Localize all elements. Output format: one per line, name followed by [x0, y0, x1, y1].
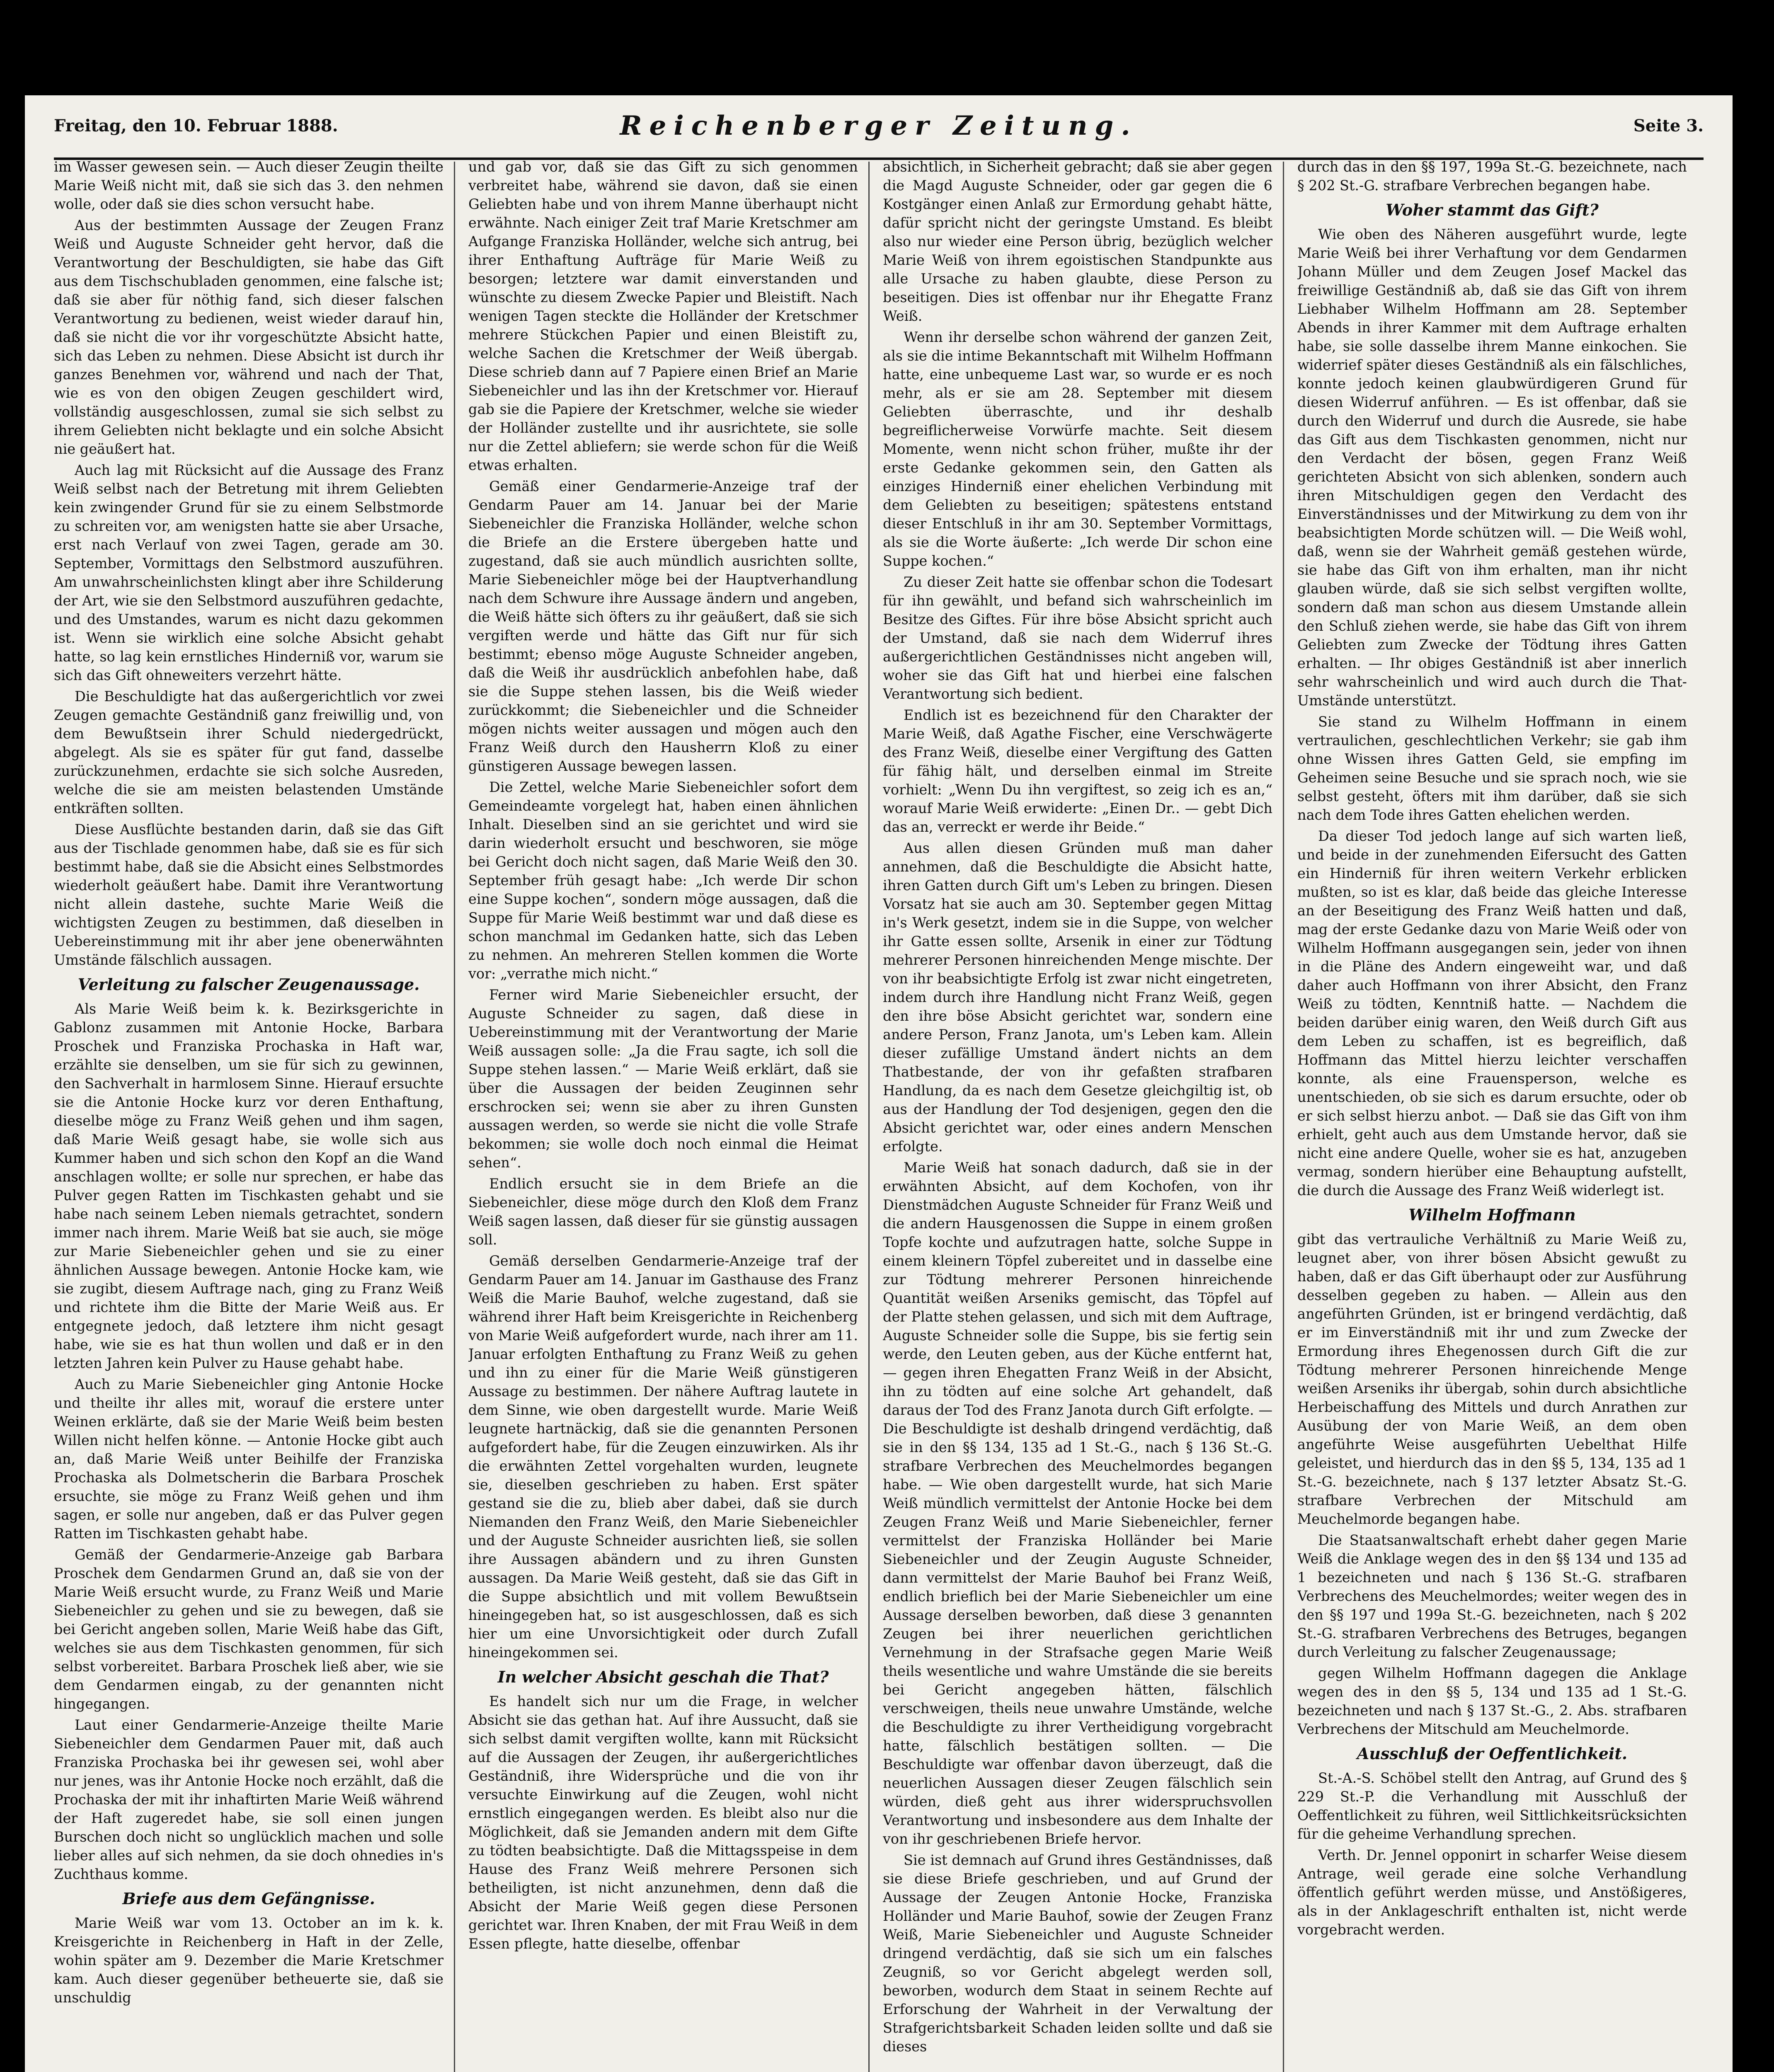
- newspaper-title: Reichenberger Zeitung.: [620, 110, 1138, 141]
- paragraph: Marie Weiß war vom 13. October an im k. k. Kreisgerichte in Reichenberg in Haft in der Zelle, wohin später am 9. Dezember die Marie Kretschmer kam. Auch dieser gegenüber betheuerte sie, daß sie unschuldig: [54, 1915, 444, 2006]
- paragraph: Die Zettel, welche Marie Siebeneichler sofort dem Gemeindeamte vorgelegt hat, haben einen ähnlichen Inhalt. Dieselben sind an sie gerichtet und wird sie darin wiederholt ersucht und beschworen, sie möge bei Gericht doch nicht sagen, daß Marie Weiß den 30. September früh gesagt habe: „Ich werde Dir schon eine Suppe kochen“, sondern möge aussagen, daß die Suppe für Marie Weiß bestimmt war und daß diese es schon manchmal im Gedanken hatte, sich das Leben zu nehmen. An mehreren Stellen kommen die Worte vor: „verrathe mich nicht.“: [468, 779, 858, 982]
- paragraph: Da dieser Tod jedoch lange auf sich warten ließ, und beide in der zunehmenden Eifersucht des Gatten ein Hinderniß für ihren weitern Verkehr erblicken mußten, so ist es klar, daß beide das gleiche Interesse an der Beseitigung des Franz Weiß hatten und daß, mag der erste Gedanke dazu von Marie Weiß oder von Wilhelm Hoffmann ausgegangen sein, jeder von ihnen in die Pläne des Andern eingeweiht war, und daß daher auch Hoffmann von ihrer Absicht, den Franz Weiß zu tödten, Kenntniß hatte. — Nachdem die beiden darüber einig waren, den Weiß durch Gift aus dem Leben zu schaffen, ist es begreiflich, daß Hoffmann das Mittel hierzu leichter verschaffen konnte, als eine Frauensperson, welche es unentschieden, ob sie sich es darum ersuchte, oder ob er sich selbst hierzu anbot. — Daß sie das Gift von ihm erhielt, geht auch aus dem Umstande hervor, daß sie nicht eine andere Quelle, woher sie es hat, anzugeben vermag, sondern hierüber eine Behauptung aufstellt, die durch die Aussage des Franz Weiß widerlegt ist.: [1297, 828, 1687, 1198]
- paragraph: Diese Ausflüchte bestanden darin, daß sie das Gift aus der Tischlade genommen habe, daß sie es für sich bestimmt habe, daß sie die Absicht eines Selbstmordes wiederholt geäußert habe. Damit ihre Verantwortung nicht allein dastehe, suchte Marie Weiß die wichtigsten Zeugen zu bestimmen, daß dieselben in Uebereinstimmung mit ihr aber jene obenerwähnten Umstände fälschlich aussagen.: [54, 821, 444, 968]
- header-date: Freitag, den 10. Februar 1888.: [54, 116, 338, 136]
- text-column-4: [1297, 157, 1687, 2072]
- column-rule: [454, 162, 455, 2072]
- paragraph: Als Marie Weiß beim k. k. Bezirksgerichte in Gablonz zusammen mit Antonie Hocke, Barbara Proschek und Franziska Prochaska in Haft war, erzählte sie denselben, um sie für sich zu gewinnen, den Sachverhalt in harmlosem Sinne. Hierauf ersuchte sie die Antonie Hocke kurz vor deren Enthaftung, dieselbe möge zu Franz Weiß gehen und ihm sagen, daß Marie Weiß gesagt habe, sie wolle sich aus Kummer haben und sich schon den Kopf an die Wand anschlagen wollte; er solle nur sprechen, er habe das Pulver gegen Ratten im Tischkasten gehabt und sie habe nach seinem Leben niemals getrachtet, sondern immer nach ihrem. Marie Weiß bat sie auch, sie möge zur Marie Siebeneichler gehen und sie zu einer ähnlichen Aussage bewegen. Antonie Hocke kam, wie sie zugibt, diesem Auftrage nach, ging zu Franz Weiß und richtete ihm die Bitte der Marie Weiß aus. Er entgegnete jedoch, daß letztere ihm nicht gesagt habe, wie sie es hat thun wollen und daß er in den letzten Jahren kein Pulver zu Hause gehabt habe.: [54, 1001, 444, 1371]
- paragraph: gibt das vertrauliche Verhältniß zu Marie Weiß zu, leugnet aber, von ihrer bösen Absicht gewußt zu haben, daß er das Gift überhaupt oder zur Ausführung desselben gegeben zu haben. — Allein aus den angeführten Gründen, ist er bringend verdächtig, daß er im Einverständniß mit ihr und zum Zwecke der Ermordung ihres Ehegenossen durch Gift die zur Tödtung mehrerer Personen hinreichende Menge weißen Arseniks ihr übergab, sohin durch absichtliche Herbeischaffung des Mittels und durch Anrathen zur Ausübung der von Marie Weiß, an dem oben angeführte Weise ausgeführten Uebelthat Hilfe geleistet, und hierdurch das in den §§ 5, 134, 135 ad 1 St.-G. bezeichnete, nach § 137 letzter Absatz St.-G. strafbare Verbrechen der Mitschuld am Meuchelmorde begangen habe.: [1297, 1231, 1687, 1527]
- paragraph: Wenn ihr derselbe schon während der ganzen Zeit, als sie die intime Bekanntschaft mit Wilhelm Hoffmann hatte, eine unbequeme Last war, so wurde er es noch mehr, als er sie am 28. September mit diesem Geliebten überraschte, und ihr deshalb begreiflicherweise Vorwürfe machte. Seit diesem Momente, wenn nicht schon früher, mußte ihr der erste Gedanke gekommen sein, den Gatten als einziges Hinderniß einer ehelichen Verbindung mit dem Geliebten zu beseitigen; spätestens entstand dieser Entschluß in ihr am 30. September Vormittags, als sie die Worte äußerte: „Ich werde Dir schon eine Suppe kochen.“: [883, 329, 1272, 569]
- section-heading: Ausschluß der Oeffentlichkeit.: [1357, 1744, 1628, 1763]
- text-column-3: [883, 157, 1272, 2072]
- paragraph: Sie ist demnach auf Grund ihres Geständnisses, daß sie diese Briefe geschrieben, und auf Grund der Aussage der Zeugen Antonie Hocke, Franziska Holländer und Marie Bauhof, sowie der Zeugen Franz Weiß, Marie Siebeneichler und Auguste Schneider dringend verdächtig, daß sie sich um ein falsches Zeugniß, so vor Gericht abgelegt werden soll, beworben, wodurch dem Staat in seinem Rechte auf Erforschung der Wahrheit in der Verwaltung der Strafgerichtsbarkeit Schaden leiden sollte und daß sie dieses: [883, 1852, 1272, 2055]
- page-header: [54, 108, 1704, 160]
- paragraph: St.-A.-S. Schöbel stellt den Antrag, auf Grund des § 229 St.-P. die Verhandlung mit Ausschluß der Oeffentlichkeit zu führen, weil Sittlichkeitsrücksichten für die geheime Verhandlung sprechen.: [1297, 1770, 1687, 1842]
- paragraph: Zu dieser Zeit hatte sie offenbar schon die Todesart für ihn gewählt, und befand sich wahrscheinlich im Besitze des Giftes. Für ihre böse Absicht spricht auch der Umstand, daß sie nach dem Widerruf ihres außergerichtlichen Geständnisses nicht angeben will, woher sie das Gift hat und hierbei eine falschen Verantwortung sich bedient.: [883, 574, 1272, 702]
- paragraph: Die Staatsanwaltschaft erhebt daher gegen Marie Weiß die Anklage wegen des in den §§ 134 und 135 ad 1 bezeichneten und nach § 136 St.-G. strafbaren Verbrechens des Meuchelmordes; weiter wegen des in den §§ 197 und 199a St.-G. bezeichneten, nach § 202 St.-G. strafbaren Verbrechens des Betruges, begangen durch Verleitung zu falscher Zeugenaussage;: [1297, 1532, 1687, 1660]
- paragraph: durch das in den §§ 197, 199a St.-G. bezeichnete, nach § 202 St.-G. strafbare Verbrechen begangen habe.: [1297, 159, 1687, 194]
- paragraph: und gab vor, daß sie das Gift zu sich genommen verbreitet habe, während sie davon, daß sie einen Geliebten habe und von ihrem Manne überhaupt nicht erwähnte. Nach einiger Zeit traf Marie Kretschmer am Aufgange Franziska Holländer, welche sich antrug, bei ihrer Enthaftung Aufträge für Marie Weiß zu besorgen; letztere war damit einverstanden und wünschte zu diesem Zwecke Papier und Bleistift. Nach wenigen Tagen steckte die Holländer der Kretschmer mehrere Stückchen Papier und einen Bleistift zu, welche Sachen die Kretschmer der Weiß übergab. Diese schrieb dann auf 7 Papiere einen Brief an Marie Siebeneichler und las ihn der Kretschmer vor. Hierauf gab sie die Papiere der Kretschmer, welche sie wieder der Holländer zustellte und ihr ausrichtete, sie solle nur die Zettel abliefern; sie werde schon für die Weiß etwas erhalten.: [468, 159, 858, 473]
- newspaper-page: [25, 95, 1733, 2072]
- paragraph: Die Beschuldigte hat das außergerichtlich vor zwei Zeugen gemachte Geständniß ganz freiwillig und, von dem Bewußtsein ihrer Schuld niedergedrückt, abgelegt. Als sie es später für gut fand, dasselbe zurückzunehmen, erdachte sie sich solche Ausreden, welche die sie am meisten belastenden Umstände entkräften sollten.: [54, 688, 444, 816]
- section-heading: Verleitung zu falscher Zeugenaussage.: [78, 975, 420, 994]
- paragraph: Es handelt sich nur um die Frage, in welcher Absicht sie das gethan hat. Auf ihre Aussucht, daß sie sich selbst damit vergiften wollte, kann mit Rücksicht auf die Aussagen der Zeugen, ihr außergerichtliches Geständniß, ihre Widersprüche und die von ihr versuchte Einwirkung auf die Zeugen, wohl nicht ernstlich eingegangen werden. Es bleibt also nur die Möglichkeit, daß sie Jemanden andern mit dem Gifte zu tödten beabsichtigte. Daß die Mittagsspeise in dem Hause des Franz Weiß mehrere Personen sich betheiligten, ist nicht anzunehmen, denn daß die Absicht der Marie Weiß gegen diese Personen gerichtet war. Ihren Knaben, der mit Frau Weiß in dem Essen pflegte, hatte dieselbe, offenbar: [468, 1693, 858, 1952]
- section-heading: Briefe aus dem Gefängnisse.: [122, 1889, 375, 1908]
- paragraph: Laut einer Gendarmerie-Anzeige theilte Marie Siebeneichler dem Gendarmen Pauer mit, daß auch Franziska Prochaska bei ihr gewesen sei, wohl aber nur jenes, was ihr Antonie Hocke noch erzählt, daß die Prochaska der mit ihr inhaftirten Marie Weiß während der Haft zugeredet habe, sie soll einen jungen Burschen doch nicht so unglücklich machen und solle lieber alles auf sich nehmen, da sie doch ohnedies in's Zuchthaus komme.: [54, 1717, 444, 1882]
- paragraph: im Wasser gewesen sein. — Auch dieser Zeugin theilte Marie Weiß nicht mit, daß sie sich das 3. den nehmen wolle, oder daß sie dies schon versucht habe.: [54, 159, 444, 212]
- text-column-2: [468, 157, 858, 2072]
- paragraph: Auch zu Marie Siebeneichler ging Antonie Hocke und theilte ihr alles mit, worauf die erstere unter Weinen erklärte, daß sie der Marie Weiß beim besten Willen nicht helfen könne. — Antonie Hocke gibt auch an, daß Marie Weiß unter Beihilfe der Franziska Prochaska als Dolmetscherin die Barbara Proschek ersuchte, sie möge zu Franz Weiß gehen und ihm sagen, er solle nur angeben, daß er das Pulver gegen Ratten im Tischkasten gehabt habe.: [54, 1376, 444, 1542]
- text-column-1: [54, 157, 444, 2072]
- section-heading: In welcher Absicht geschah die That?: [497, 1668, 829, 1686]
- section-heading: Wilhelm Hoffmann: [1408, 1205, 1576, 1224]
- paragraph: Wie oben des Näheren ausgeführt wurde, legte Marie Weiß bei ihrer Verhaftung vor dem Gendarmen Johann Müller und dem Zeugen Josef Mackel das freiwillige Geständniß ab, daß sie das Gift von ihrem Liebhaber Wilhelm Hoffmann am 28. September Abends in ihrer Kammer mit dem Auftrage erhalten habe, sie solle dasselbe ihrem Manne einkochen. Sie widerrief später dieses Geständniß als ein fälschliches, konnte jedoch keinen glaubwürdigeren Grund für diesen Widerruf anführen. — Es ist offenbar, daß sie durch den Widerruf und durch die Ausrede, sie habe das Gift aus dem Tischkasten genommen, nicht nur den Verdacht der bösen, gegen Franz Weiß gerichteten Absicht von sich ablenken, sondern auch ihren Mitschuldigen gegen den Verdacht des Einverständnisses und der Mitwirkung zu dem von ihr beabsichtigten Morde schützen will. — Die Weiß wohl, daß, wenn sie der Wahrheit gemäß gestehen würde, sie habe das Gift von ihm erhalten, man ihr nicht glauben würde, daß sie sich selbst vergiften wollte, sondern daß man schon aus diesem Umstande allein den Schluß ziehen werde, sie habe das Gift von ihrem Geliebten zum Zwecke der Tödtung ihres Gatten erhalten. — Ihr obiges Geständniß ist aber innerlich sehr wahrscheinlich und wird auch durch die That-Umstände unterstützt.: [1297, 226, 1687, 709]
- paragraph: absichtlich, in Sicherheit gebracht; daß sie aber gegen die Magd Auguste Schneider, oder gar gegen die 6 Kostgänger einen Anlaß zur Ermordung gehabt hätte, dafür spricht nicht der geringste Umstand. Es bleibt also nur wieder eine Person übrig, bezüglich welcher Marie Weiß von ihrem egoistischen Standpunkte aus alle Ursache zu haben glaubte, diese Person zu beseitigen. Dies ist offenbar nur ihr Ehegatte Franz Weiß.: [883, 159, 1272, 324]
- paragraph: gegen Wilhelm Hoffmann dagegen die Anklage wegen des in den §§ 5, 134 und 135 ad 1 St.-G. bezeichneten und nach § 137 St.-G., 2. Abs. strafbaren Verbrechens der Mitschuld am Meuchelmorde.: [1297, 1665, 1687, 1737]
- paragraph: Auch lag mit Rücksicht auf die Aussage des Franz Weiß selbst nach der Betretung mit ihrem Geliebten kein zwingender Grund für sie zu einem Selbstmorde zu schreiten vor, am wenigsten hatte sie aber Ursache, erst nach Verlauf von zwei Tagen, gerade am 30. September, Vormittags den Selbstmord auszuführen. Am unwahrscheinlichsten klingt aber ihre Schilderung der Art, wie sie den Selbstmord auszuführen gedachte, und des Umstandes, warum es nicht dazu gekommen ist. Wenn sie wirklich eine solche Absicht gehabt hatte, so lag kein ernstliches Hinderniß vor, warum sie sich das Gift ohneweiters verzehrt hätte.: [54, 462, 444, 683]
- paragraph: Gemäß derselben Gendarmerie-Anzeige traf der Gendarm Pauer am 14. Januar im Gasthause des Franz Weiß die Marie Bauhof, welche zugestand, daß sie während ihrer Haft beim Kreisgerichte in Reichenberg von Marie Weiß aufgefordert wurde, nach ihrer am 11. Januar erfolgten Enthaftung zu Franz Weiß zu gehen und ihn zu einer für die Marie Weiß günstigeren Aussage zu bestimmen. Der nähere Auftrag lautete in dem Sinne, wie oben dargestellt wurde. Marie Weiß leugnete hartnäckig, daß sie die genannten Personen aufgefordert habe, für die Zeugen einzuwirken. Als ihr die erwähnten Zettel vorgehalten wurden, leugnete sie, dieselben geschrieben zu haben. Erst später gestand sie die zu, blieb aber dabei, daß sie durch Niemanden den Franz Weiß, den Marie Siebeneichler und der Auguste Schneider ausrichten ließ, sie sollen ihre Aussagen abändern und zu ihren Gunsten aussagen. Da Marie Weiß gesteht, daß sie das Gift in die Suppe absichtlich und mit vollem Bewußtsein hineingegeben hat, so ist ausgeschlossen, daß es sich hier um eine Unvorsichtigkeit oder durch Zufall hineingekommen sei.: [468, 1253, 858, 1661]
- paragraph: Gemäß der Gendarmerie-Anzeige gab Barbara Proschek dem Gendarmen Grund an, daß sie von der Marie Weiß ersucht wurde, zu Franz Weiß und Marie Siebeneichler zu gehen und sie zu bewegen, daß sie bei Gericht angeben sollen, Marie Weiß habe das Gift, welches sie aus dem Tischkasten genommen, für sich selbst vorbereitet. Barbara Proschek ließ aber, wie sie dem Gendarmen eingab, zu der genannten nicht hingegangen.: [54, 1547, 444, 1712]
- section-heading: Woher stammt das Gift?: [1386, 201, 1599, 219]
- paragraph: Marie Weiß hat sonach dadurch, daß sie in der erwähnten Absicht, auf dem Kochofen, von ihr Dienstmädchen Auguste Schneider für Franz Weiß und die andern Hausgenossen die Suppe in einem großen Topfe kochte und aufzutragen hatte, solche Suppe in einem kleinern Töpfel zubereitet und in dasselbe eine zur Tödtung mehrerer Personen hinreichende Quantität weißen Arseniks gemischt, das Töpfel auf der Platte stehen gelassen, und sich mit dem Auftrage, Auguste Schneider solle die Suppe, bis sie fertig sein werde, den Leuten geben, aus der Küche entfernt hat, — gegen ihren Ehegatten Franz Weiß in der Absicht, ihn zu tödten auf eine solche Art gehandelt, daß daraus der Tod des Franz Janota durch Gift erfolgte. — Die Beschuldigte ist deshalb dringend verdächtig, daß sie in den §§ 134, 135 ad 1 St.-G., nach § 136 St.-G. strafbare Verbrechen des Meuchelmordes begangen habe. — Wie oben dargestellt wurde, hat sich Marie Weiß mündlich vermittelst der Antonie Hocke bei dem Zeugen Franz Weiß und Marie Siebeneichler, ferner vermittelst der Franziska Holländer bei Marie Siebeneichler und der Zeugin Auguste Schneider, dann vermittelst der Marie Bauhof bei Franz Weiß, endlich brieflich bei der Marie Siebeneichler um eine Aussage derselben beworben, daß diese 3 genannten Zeugen bei ihrer neuerlichen gerichtlichen Vernehmung in der Strafsache gegen Marie Weiß theils wesentliche und wahre Umstände die sie bereits bei Gericht angegeben hätten, fälschlich verschweigen, theils neue unwahre Umstände, welche die Beschuldigte zu ihrer Vertheidigung vorgebracht hatte, fälschlich bestätigen sollten. — Die Beschuldigte war offenbar davon überzeugt, daß die neuerlichen Aussagen dieser Zeugen fälschlich sein würden, dieß geht aus ihrer widerspruchsvollen Verantwortung und insbesondere aus dem Inhalte der von ihr geschriebenen Briefe hervor.: [883, 1159, 1272, 1847]
- column-rule: [1283, 162, 1284, 2072]
- paragraph: Endlich ersucht sie in dem Briefe an die Siebeneichler, diese möge durch den Kloß dem Franz Weiß sagen lassen, daß dieser für sie günstig aussagen soll.: [468, 1176, 858, 1248]
- column-rule: [868, 162, 870, 2072]
- paragraph: Verth. Dr. Jennel opponirt in scharfer Weise diesem Antrage, weil gerade eine solche Verhandlung öffentlich geführt werden müsse, und Anstößigeres, als in der Anklageschrift enthalten ist, nicht werde vorgebracht werden.: [1297, 1847, 1687, 1938]
- paragraph: Sie stand zu Wilhelm Hoffmann in einem vertraulichen, geschlechtlichen Verkehr; sie gab ihm ohne Wissen ihres Gatten Geld, sie empfing im Geheimen seine Besuche und sie sprach noch, wie sie selbst gesteht, öfters mit ihm darüber, daß sie sich nach dem Tode ihres Gatten ehelichen werden.: [1297, 714, 1687, 823]
- paragraph: Aus allen diesen Gründen muß man daher annehmen, daß die Beschuldigte die Absicht hatte, ihren Gatten durch Gift um's Leben zu bringen. Diesen Vorsatz hat sie auch am 30. September gegen Mittag in's Werk gesetzt, indem sie in die Suppe, von welcher ihr Gatte essen sollte, Arsenik in einer zur Tödtung mehrerer Personen hinreichenden Menge mischte. Der von ihr beabsichtigte Erfolg ist zwar nicht eingetreten, indem durch ihre Handlung nicht Franz Weiß, gegen den ihre böse Absicht gerichtet war, sondern eine andere Person, Franz Janota, um's Leben kam. Allein dieser zufällige Umstand ändert nichts an dem Thatbestande, der von ihr gefaßten strafbaren Handlung, da es nach dem Gesetze gleichgiltig ist, ob aus der Handlung der Tod desjenigen, gegen den die Absicht gerichtet war, oder eines andern Menschen erfolgte.: [883, 840, 1272, 1155]
- paragraph: Gemäß einer Gendarmerie-Anzeige traf der Gendarm Pauer am 14. Januar bei der Marie Siebeneichler die Franziska Holländer, welche schon die Briefe an die Erstere übergeben hatte und zugestand, daß sie auch mündlich ausrichten sollte, Marie Siebeneichler möge bei der Hauptverhandlung nach dem Schwure ihre Aussage ändern und angeben, die Weiß hätte sich öfters zu ihr geäußert, daß sie sich vergiften werde und hätte das Gift nur für sich bestimmt; ebenso möge Auguste Schneider angeben, daß die Weiß ihr ausdrücklich anbefohlen habe, daß sie die Suppe stehen lassen, bis die Weiß wieder zurückkommt; die Siebeneichler und die Schneider mögen nichts weiter aussagen und mögen auch den Franz Weiß durch den Hausherrn Kloß zu einer günstigeren Aussage bewegen lassen.: [468, 478, 858, 774]
- paragraph: Ferner wird Marie Siebeneichler ersucht, der Auguste Schneider zu sagen, daß diese in Uebereinstimmung mit der Verantwortung der Marie Weiß aussagen solle: „Ja die Frau sagte, ich soll die Suppe stehen lassen.“ — Marie Weiß erklärt, daß sie über die Aussagen der beiden Zeuginnen sehr erschrocken sei; wenn sie aber zu ihren Gunsten aussagen werden, so werde sie nicht die volle Strafe bekommen; sie wolle doch noch einmal die Heimat sehen“.: [468, 987, 858, 1171]
- paragraph: Aus der bestimmten Aussage der Zeugen Franz Weiß und Auguste Schneider geht hervor, daß die Verantwortung der Beschuldigten, sie habe das Gift aus dem Tischschubladen genommen, eine falsche ist; daß sie aber für nöthig fand, sich dieser falschen Verantwortung zu bedienen, weist wieder darauf hin, daß sie nicht die vor ihr vorgeschützte Absicht hatte, sich das Leben zu nehmen. Diese Absicht ist durch ihr ganzes Benehmen vor, während und nach der That, wie es von den obigen Zeugen geschildert wird, vollständig ausgeschlossen, zumal sie sich selbst zu ihrem Geliebten nicht beklagte und ein solche Absicht nie geäußert hat.: [54, 217, 444, 457]
- page-number: Seite 3.: [1633, 116, 1704, 136]
- paragraph: Endlich ist es bezeichnend für den Charakter der Marie Weiß, daß Agathe Fischer, eine Verschwägerte des Franz Weiß, dieselbe einer Vergiftung des Gatten für fähig hält, und derselben einmal im Streite vorhielt: „Wenn Du ihn vergiftest, so zeig ich es an,“ worauf Marie Weiß erwiderte: „Einen Dr.. — gebt Dich das an, verreckt er werde ihr Beide.“: [883, 707, 1272, 835]
